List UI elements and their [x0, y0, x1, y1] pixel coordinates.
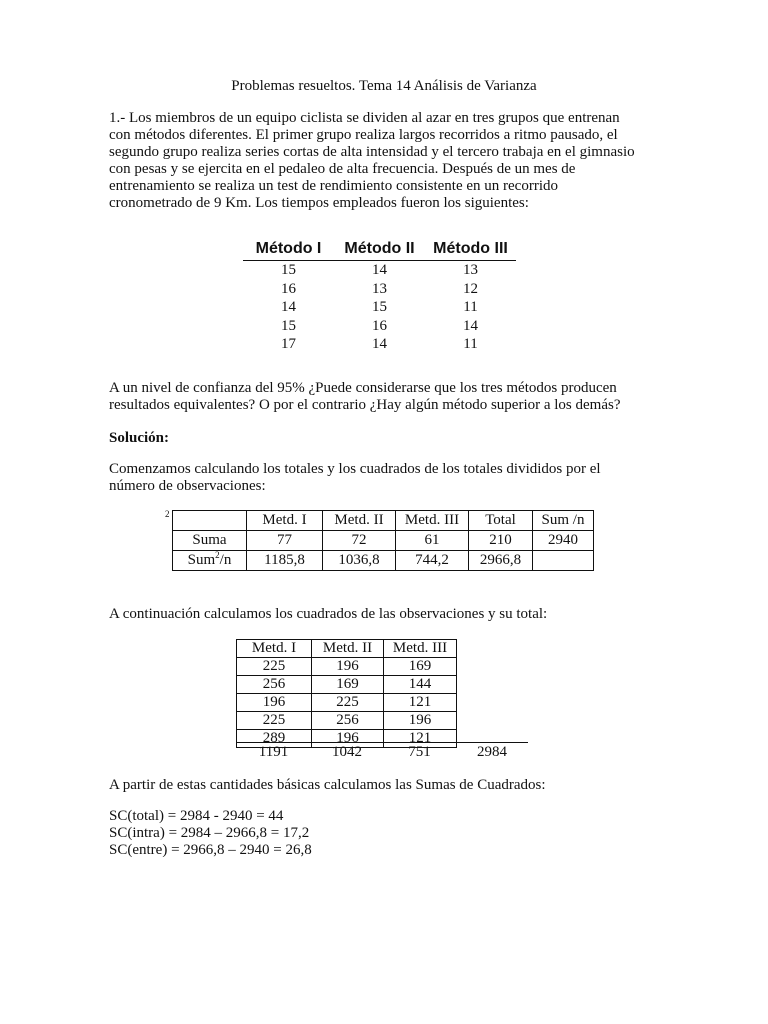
table-row [243, 298, 516, 317]
table-cell: 196 [312, 730, 384, 748]
row-label [173, 551, 247, 571]
table-cell: 14 [372, 336, 387, 352]
table-cell: 225 [237, 658, 312, 676]
column-header: Método I [255, 240, 322, 257]
table-cell: 2940 [533, 531, 594, 551]
table-row [243, 335, 516, 354]
table-row [237, 694, 457, 712]
table-cell: 289 [237, 730, 312, 748]
table-cell: 11 [463, 336, 478, 352]
text-line: Comenzamos calculando los totales y los cuadrados de los totales divididos por el [109, 461, 601, 477]
total-cell: 1191 [258, 744, 289, 760]
column-header: Metd. II [323, 511, 396, 531]
total-cell: 1042 [332, 744, 362, 760]
table-cell: 256 [312, 712, 384, 730]
table-row [243, 280, 516, 299]
table-cell: 256 [237, 676, 312, 694]
table-cell: 61 [396, 531, 469, 551]
table-cell: 17 [281, 336, 296, 352]
step1-text [109, 461, 664, 495]
formula-line: SC(entre) = 2966,8 – 2940 = 26,8 [109, 842, 312, 858]
table-cell: 72 [323, 531, 396, 551]
table-row [173, 531, 594, 551]
sums-of-squares [109, 808, 664, 859]
grand-total-cell: 2984 [477, 744, 507, 760]
row-label: Suma [173, 531, 247, 551]
column-header: Metd. III [384, 640, 457, 658]
column-header: Metd. III [396, 511, 469, 531]
text-line: con métodos diferentes. El primer grupo realiza largos recorridos a ritmo pausado, el [109, 127, 618, 143]
row-label-base: Sum [187, 552, 216, 568]
text-line: cronometrado de 9 Km. Los tiempos empleados fueron los siguientes: [109, 195, 529, 211]
times-table [243, 240, 516, 354]
table-cell: 144 [384, 676, 457, 694]
table-cell: 77 [247, 531, 323, 551]
formula-line: SC(total) = 2984 - 2940 = 44 [109, 808, 284, 824]
solution-heading: Solución: [109, 430, 170, 446]
table-cell: 14 [463, 317, 478, 334]
table-cell: 14 [281, 299, 296, 315]
table-row [243, 261, 516, 280]
times-table-header [243, 240, 516, 259]
text-line: resultados equivalentes? O por el contrario ¿Hay algún método superior a los demás? [109, 397, 621, 413]
corner-mark: 2 [165, 509, 170, 519]
table-row [173, 551, 594, 571]
table-cell: 210 [469, 531, 533, 551]
total-cell: 751 [408, 744, 431, 760]
table-cell: 744,2 [396, 551, 469, 571]
step3-text: A partir de estas cantidades básicas calculamos las Sumas de Cuadrados: [109, 777, 546, 793]
table-cell: 11 [463, 299, 478, 315]
problem-statement [109, 110, 664, 212]
squares-totals-row [236, 742, 528, 762]
column-header: Total [469, 511, 533, 531]
table-cell: 196 [384, 712, 457, 730]
table-cell: 15 [281, 317, 296, 334]
question [109, 380, 664, 414]
table-cell: 169 [312, 676, 384, 694]
table-cell: 16 [372, 317, 387, 334]
column-header: Metd. I [237, 640, 312, 658]
totals-table [172, 510, 594, 571]
column-header: Método II [344, 240, 415, 257]
table-cell: 121 [384, 694, 457, 712]
row-label-tail: /n [219, 552, 232, 568]
table-cell: 121 [384, 730, 457, 748]
table-row [243, 317, 516, 336]
text-line: 1.- Los miembros de un equipo ciclista se dividen al azar en tres grupos que entrenan [109, 110, 620, 126]
column-header: Metd. II [312, 640, 384, 658]
text-line: segundo grupo realiza series cortas de alta intensidad y el tercero trabaja en el gimnasio [109, 144, 635, 160]
table-cell: 14 [372, 262, 387, 278]
text-line: A un nivel de confianza del 95% ¿Puede considerarse que los tres métodos producen [109, 380, 617, 396]
text-line: entrenamiento se realiza un test de rendimiento consistente en un recorrido [109, 178, 558, 194]
table-cell [533, 551, 594, 571]
table-cell: 15 [372, 299, 387, 315]
table-cell: 225 [312, 694, 384, 712]
squares-table [236, 639, 457, 748]
table-row [237, 676, 457, 694]
table-cell: 169 [384, 658, 457, 676]
formula-line: SC(intra) = 2984 – 2966,8 = 17,2 [109, 825, 310, 841]
table-cell [173, 511, 247, 531]
page-title: Problemas resueltos. Tema 14 Análisis de Varianza [231, 78, 537, 94]
table-cell: 196 [312, 658, 384, 676]
column-header: Sum /n [533, 511, 594, 531]
column-header: Método III [433, 240, 508, 257]
step2-text: A continuación calculamos los cuadrados de las observaciones y su total: [109, 606, 548, 622]
row-label-exponent: 2 [215, 550, 220, 560]
table-cell: 12 [463, 280, 478, 297]
table-header-row [237, 640, 457, 658]
table-cell: 196 [237, 694, 312, 712]
text-line: con pesas y se ejercita en el pedaleo de alta frecuencia. Después de un mes de [109, 161, 576, 177]
table-cell: 225 [237, 712, 312, 730]
table-row [237, 658, 457, 676]
table-cell: 1036,8 [323, 551, 396, 571]
table-cell: 13 [463, 262, 478, 278]
table-header-row [173, 511, 594, 531]
table-cell: 2966,8 [469, 551, 533, 571]
table-cell: 13 [372, 280, 387, 297]
table-row [237, 712, 457, 730]
table-cell: 15 [281, 262, 296, 278]
table-cell: 1185,8 [247, 551, 323, 571]
text-line: número de observaciones: [109, 478, 266, 494]
table-cell: 16 [281, 280, 296, 297]
column-header: Metd. I [247, 511, 323, 531]
